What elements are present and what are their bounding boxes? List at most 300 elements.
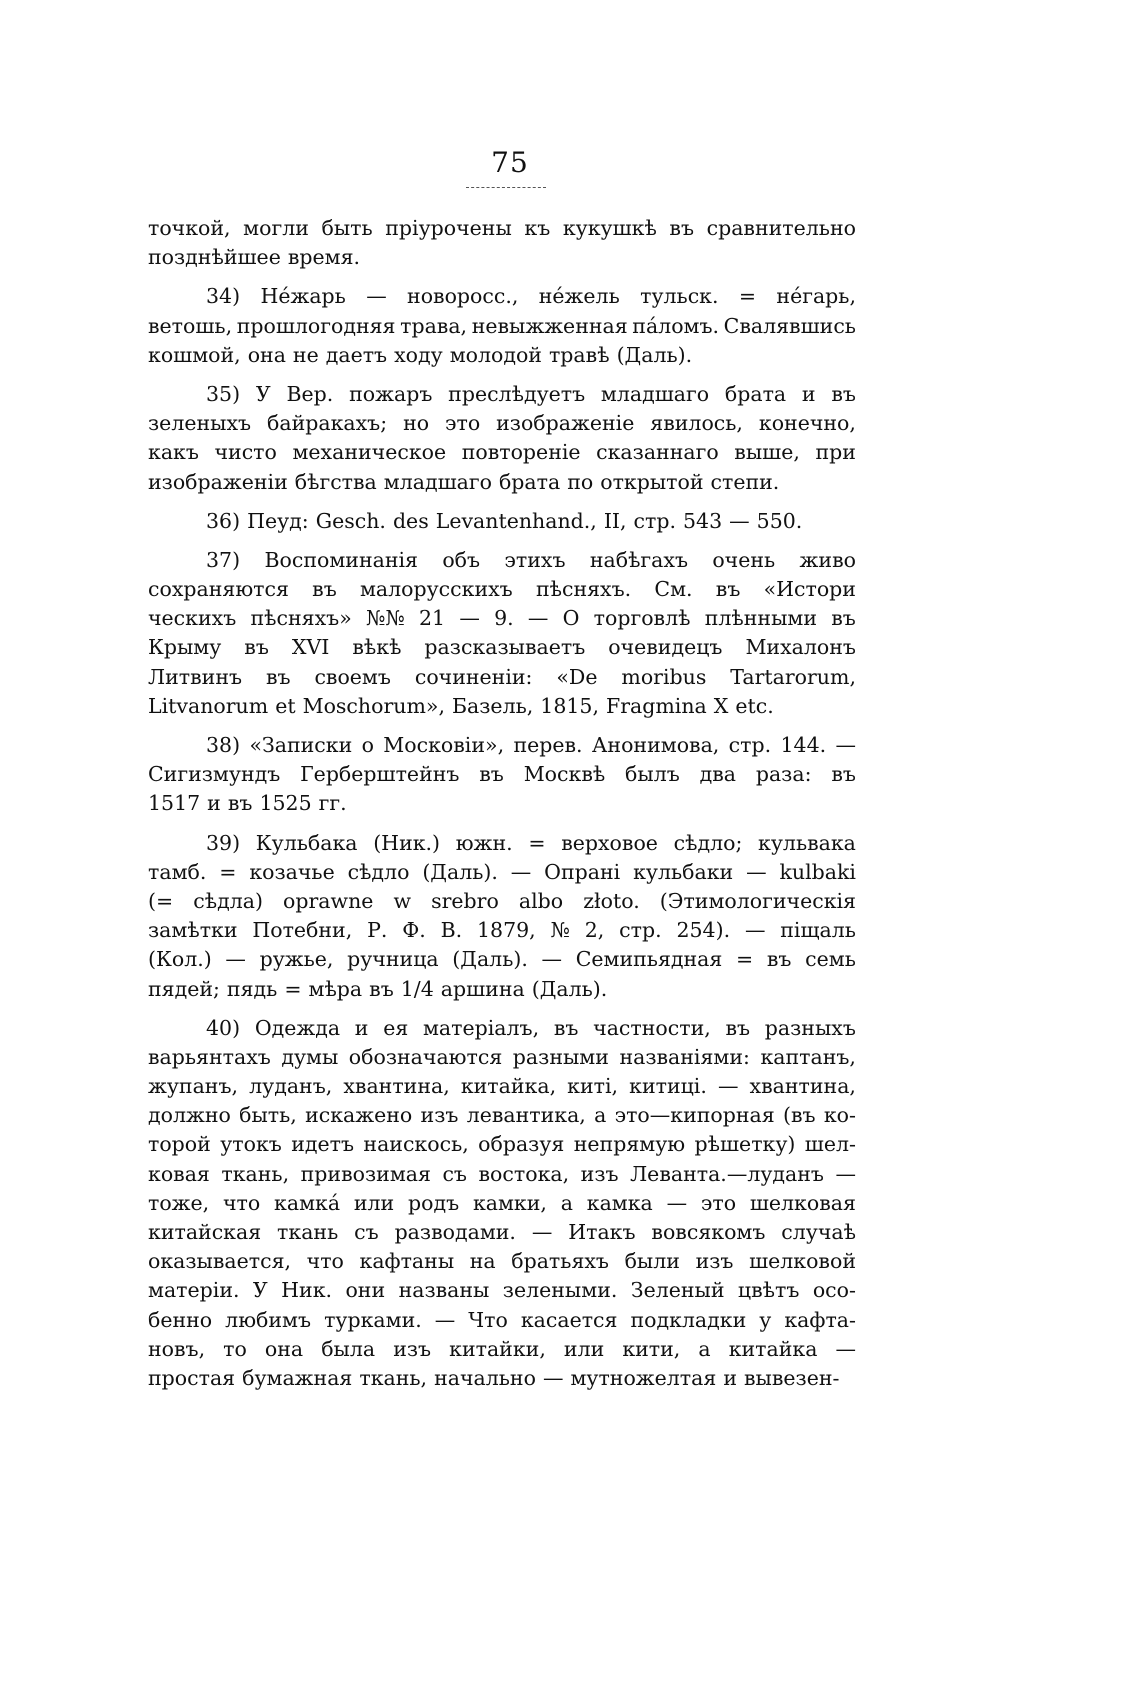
text-line [148, 341, 856, 370]
word: травѣ [548, 342, 610, 367]
word: киті, [567, 1074, 619, 1099]
word: а [594, 1103, 607, 1128]
word: то [223, 1336, 247, 1361]
word: = [528, 830, 546, 855]
text-line [148, 858, 856, 887]
word: Московіи», [383, 733, 505, 757]
word: сравнительно [706, 216, 856, 240]
word: (Кол.) [148, 947, 212, 972]
word: Итакъ [568, 1220, 636, 1244]
word: — [366, 284, 387, 309]
word: каптанъ, [760, 1044, 856, 1069]
word: турками. [324, 1307, 422, 1332]
word: сказаннаго [596, 440, 719, 465]
paragraph-intro [148, 214, 856, 272]
word: = [738, 284, 757, 309]
word: 1525 [259, 791, 312, 816]
text-line [148, 507, 856, 536]
word: — [835, 733, 856, 757]
word: плѣнными [704, 606, 818, 631]
word: конечно, [758, 411, 856, 436]
word: srebro [431, 888, 499, 913]
word: oprawne [283, 888, 374, 913]
word: камка [586, 1190, 653, 1215]
word: луданъ, [249, 1074, 333, 1099]
word: въ [725, 1015, 751, 1040]
word: могли [243, 216, 309, 240]
word: Ник. [281, 1278, 333, 1303]
word: они [345, 1278, 386, 1303]
word: ко- [823, 1103, 856, 1128]
word: (Даль). [531, 976, 608, 1001]
word: разными [512, 1044, 609, 1069]
word: оказывается, [148, 1249, 292, 1274]
word: — [527, 606, 549, 631]
word: что [306, 1249, 344, 1274]
word: кафтаны [359, 1249, 455, 1274]
word: Пеуд: [247, 508, 309, 533]
word: названы [398, 1278, 490, 1303]
word: кафта- [784, 1307, 856, 1332]
text-line [148, 1364, 856, 1393]
page-number-rule [466, 187, 546, 188]
word: а [560, 1190, 573, 1215]
word: У [252, 1278, 268, 1303]
word: былъ [625, 762, 680, 787]
word: ческихъ [148, 606, 237, 631]
word: образуя [478, 1132, 565, 1157]
word: = [284, 976, 302, 1001]
word: изъ [393, 1336, 432, 1361]
word: въ [369, 976, 394, 1001]
word: — [835, 1161, 856, 1186]
word: (Даль). [422, 859, 498, 884]
word: II, [603, 508, 627, 533]
word: съ [354, 1220, 379, 1244]
word: — [729, 508, 750, 533]
word: южн. [455, 830, 513, 855]
word: — [835, 1336, 856, 1361]
word: изъ [695, 1249, 734, 1274]
word: на [469, 1249, 496, 1274]
word: 9. [494, 606, 514, 631]
word: Gesch. [315, 508, 386, 533]
word: китайки, [449, 1336, 546, 1361]
word: что [223, 1190, 261, 1215]
text-line [148, 789, 856, 818]
word: 39) [206, 830, 241, 855]
word: быть [321, 216, 373, 240]
word: Опрані [544, 859, 621, 884]
word: простая [148, 1365, 236, 1390]
word: очень [712, 547, 776, 572]
word: 34) [206, 284, 241, 309]
word: ковая [148, 1161, 210, 1186]
word: въ [669, 216, 695, 240]
word: брата [724, 381, 787, 406]
page-number: 75 [491, 146, 529, 179]
word: бумажная [242, 1365, 353, 1390]
word: ткань, [359, 1365, 428, 1390]
word: Ф. [402, 918, 426, 943]
word: сохраняются [148, 577, 289, 602]
word: наискось, [363, 1132, 469, 1157]
word: быть, [239, 1103, 297, 1128]
word: тоже, [148, 1190, 210, 1215]
word: ружье, [259, 947, 334, 972]
word: въ [227, 791, 253, 816]
word: камки, [472, 1190, 547, 1215]
word: изображеніе [496, 411, 635, 436]
word: точкой, [148, 216, 231, 240]
text-line [148, 604, 856, 633]
word: Герберштейнъ [300, 762, 460, 787]
word: невыжженная [471, 313, 628, 338]
word: — [666, 1190, 688, 1215]
word: касается [520, 1307, 618, 1332]
text-line [148, 1247, 856, 1276]
word: въ [831, 606, 856, 631]
word: Fragmina [605, 693, 707, 718]
word: (= [148, 888, 174, 913]
text-line [148, 438, 856, 467]
word: изъ [420, 1103, 459, 1128]
word: живо [799, 547, 856, 572]
word: 36) [206, 508, 241, 533]
word: kulbaki [779, 859, 856, 884]
text-line [148, 663, 856, 692]
word: — [459, 606, 480, 631]
word: торой [148, 1132, 211, 1157]
word: кошмой, [148, 342, 241, 367]
word: объ [442, 547, 481, 572]
word: случаѣ [781, 1220, 856, 1244]
word: 2, [584, 918, 605, 943]
word: по [567, 469, 594, 494]
text-line [148, 1276, 856, 1305]
word: были [624, 1249, 680, 1274]
word: Анонимова, [591, 733, 720, 757]
word: жупанъ, [148, 1074, 239, 1099]
word: Леванта.—луданъ [630, 1161, 824, 1186]
word: была [321, 1336, 376, 1361]
word: Семипьядная [575, 947, 723, 972]
word: У [255, 381, 271, 406]
word: стр. [728, 733, 772, 757]
word: или [563, 1336, 605, 1361]
page-body [148, 214, 856, 1403]
word: китайка [728, 1336, 818, 1361]
word: рѣшетку) [694, 1132, 796, 1157]
word: вѣкѣ [352, 635, 402, 660]
word: перев. [513, 733, 583, 757]
word: даетъ [325, 342, 388, 367]
word: привозимая [300, 1161, 431, 1186]
word: des [392, 508, 429, 533]
word: сѣдло [347, 859, 410, 884]
word: Нéжарь [260, 284, 346, 309]
word: мѣра [308, 976, 363, 1001]
word: 543 [683, 508, 723, 533]
word: не [292, 342, 319, 367]
word: козачье [249, 859, 335, 884]
word: изъ [580, 1161, 619, 1186]
word: Moschorum», [302, 693, 445, 718]
word: 1815, [540, 693, 599, 718]
word: камкá [274, 1190, 341, 1215]
word: верховое [561, 830, 658, 855]
word: непрямую [573, 1132, 686, 1157]
word: Зеленый [630, 1278, 725, 1303]
word: младшаго [383, 469, 492, 494]
text-line [148, 829, 856, 858]
word: родъ [408, 1190, 460, 1215]
word: стр. [633, 508, 677, 533]
word: и [801, 381, 816, 406]
word: (Ник.) [373, 830, 441, 855]
word: думы [281, 1044, 339, 1069]
word: Litvanorum [148, 693, 269, 718]
text-line [148, 312, 856, 341]
word: новоросс., [407, 284, 519, 309]
word: w [393, 888, 412, 913]
word: X [713, 693, 729, 718]
word: 144. [780, 733, 827, 757]
word: аршина [440, 976, 525, 1001]
word: Вер. [286, 381, 334, 406]
word: китайская [148, 1220, 262, 1244]
paragraph-note-35 [148, 380, 856, 497]
word: кульбаки [633, 859, 734, 884]
word: ея [383, 1015, 409, 1040]
word: См. [654, 577, 693, 602]
word: и [354, 1015, 369, 1040]
text-line [148, 546, 856, 575]
word: преслѣдуетъ [448, 381, 586, 406]
word: сочиненіи: [414, 664, 533, 689]
text-line [148, 633, 856, 662]
text-line [148, 243, 856, 272]
word: сѣдло; [673, 830, 743, 855]
word: albo [518, 888, 564, 913]
text-line [148, 468, 856, 497]
word: этихъ [504, 547, 566, 572]
word: Литвинъ [148, 664, 243, 689]
text-line [148, 692, 856, 721]
word: частности, [593, 1015, 711, 1040]
word: брата [498, 469, 561, 494]
word: ткань, [221, 1161, 290, 1186]
word: разсказываетъ [424, 635, 586, 660]
word: Tartarorum, [730, 664, 856, 689]
word: 21 [419, 606, 446, 631]
text-line [148, 380, 856, 409]
word: обозначаются [348, 1044, 503, 1069]
word: 38) [206, 733, 241, 757]
word: 550. [756, 508, 803, 533]
text-line [148, 1306, 856, 1335]
word: выше, [734, 440, 800, 465]
word: набѣгахъ [589, 547, 688, 572]
word: къ [524, 216, 551, 240]
word: новъ, [148, 1336, 206, 1361]
text-line [148, 409, 856, 438]
word: № [550, 918, 570, 943]
text-line [148, 1130, 856, 1159]
word: — [434, 1307, 456, 1332]
word: бенно [148, 1307, 213, 1332]
word: разныхъ [764, 1015, 856, 1040]
word: нéжель [538, 284, 620, 309]
word: позднѣйшее [148, 245, 281, 270]
word: тамб. [148, 859, 207, 884]
word: Базель, [451, 693, 534, 718]
word: Сигизмундъ [148, 762, 281, 787]
word: въ [831, 381, 856, 406]
word: ходу [394, 342, 443, 367]
word: кити, [622, 1336, 681, 1361]
word: 1879, [477, 918, 536, 943]
word: 35) [206, 381, 241, 406]
word: пріурочены [385, 216, 512, 240]
word: торговлѣ [593, 606, 691, 631]
word: = [736, 947, 754, 972]
word: бѣгства [294, 469, 377, 494]
word: нéгарь, [776, 284, 856, 309]
word: утокъ [220, 1132, 282, 1157]
word: = [219, 859, 237, 884]
word: (въ [782, 1103, 816, 1128]
word: Михалонъ [745, 635, 856, 660]
word: зелеными. [502, 1278, 618, 1303]
word: шелковая [749, 1190, 856, 1215]
word: востока, [478, 1161, 570, 1186]
word: — [225, 947, 246, 972]
word: О [562, 606, 580, 631]
word: подкладки [630, 1307, 747, 1332]
word: въ [715, 577, 741, 602]
word: зеленыхъ [148, 411, 252, 436]
word: два [699, 762, 736, 787]
text-line [148, 1072, 856, 1101]
word: хвантина, [749, 1074, 856, 1099]
word: — [531, 1220, 553, 1244]
paragraph-note-37 [148, 546, 856, 721]
word: гг. [318, 791, 347, 816]
word: разводами. [394, 1220, 516, 1244]
word: идетъ [291, 1132, 355, 1157]
word: у [759, 1307, 772, 1332]
word: Р. [367, 918, 388, 943]
word: въ [831, 762, 856, 787]
word: должно [148, 1103, 231, 1128]
word: малорусскихъ [359, 577, 513, 602]
word: ткань [277, 1220, 339, 1244]
word: степи. [710, 469, 780, 494]
text-line [148, 1335, 856, 1364]
text-line [148, 760, 856, 789]
word: она [264, 1336, 304, 1361]
word: XVI [291, 635, 330, 660]
word: младшаго [600, 381, 710, 406]
word: etc. [735, 693, 774, 718]
word: ветошь, [148, 313, 233, 338]
word: Levantenhand., [435, 508, 597, 533]
word: въ [265, 664, 291, 689]
word: это [445, 411, 481, 436]
word: своемъ [314, 664, 391, 689]
word: — [541, 947, 563, 972]
text-line [148, 887, 856, 916]
word: въ [553, 1015, 579, 1040]
text-line [148, 214, 856, 243]
word: 254). [676, 918, 731, 943]
word: китиці. [629, 1074, 707, 1099]
word: осо- [812, 1278, 856, 1303]
paragraph-note-40 [148, 1014, 856, 1393]
text-line [148, 1101, 856, 1130]
word: хвантина, [343, 1074, 450, 1099]
word: Одежда [254, 1015, 341, 1040]
word: (Даль). [616, 342, 693, 367]
word: ручница [347, 947, 439, 972]
word: въ [312, 577, 337, 602]
word: 40) [206, 1015, 241, 1040]
word: при [815, 440, 856, 465]
word: Что [468, 1307, 508, 1332]
word: сѣдла) [193, 888, 263, 913]
word: какъ [148, 440, 199, 465]
word: złoto. [583, 888, 640, 913]
text-line [148, 1014, 856, 1043]
word: механическое [292, 440, 447, 465]
word: раза: [755, 762, 812, 787]
word: вывезен- [743, 1365, 840, 1390]
word: Москвѣ [523, 762, 606, 787]
text-line [148, 1218, 856, 1247]
word: «Истори [763, 577, 856, 602]
word: Крыму [148, 635, 222, 660]
text-line [148, 731, 856, 760]
word: піщаль [780, 918, 856, 943]
paragraph-note-34 [148, 282, 856, 370]
word: пядей; [148, 976, 220, 1001]
word: матеріи. [148, 1278, 240, 1303]
word: любимъ [225, 1307, 312, 1332]
word: (Даль). [452, 947, 528, 972]
word: матеріалъ, [422, 1015, 540, 1040]
word: это—кипорная [614, 1103, 775, 1128]
text-line [148, 282, 856, 311]
word: но [403, 411, 430, 436]
word: — [717, 1074, 739, 1099]
word: В. [440, 918, 463, 943]
word: — [746, 859, 767, 884]
word: открытой [600, 469, 704, 494]
word: 1517 [148, 791, 201, 816]
word: въ [766, 947, 792, 972]
word: или [353, 1190, 395, 1215]
word: moribus [621, 664, 707, 689]
word: она [247, 342, 286, 367]
word: китайка, [460, 1074, 557, 1099]
word: стр. [619, 918, 662, 943]
word: явилось, [650, 411, 743, 436]
word: а [698, 1336, 711, 1361]
word: трава, [400, 313, 468, 338]
word: молодой [449, 342, 542, 367]
word: начально [434, 1365, 536, 1390]
